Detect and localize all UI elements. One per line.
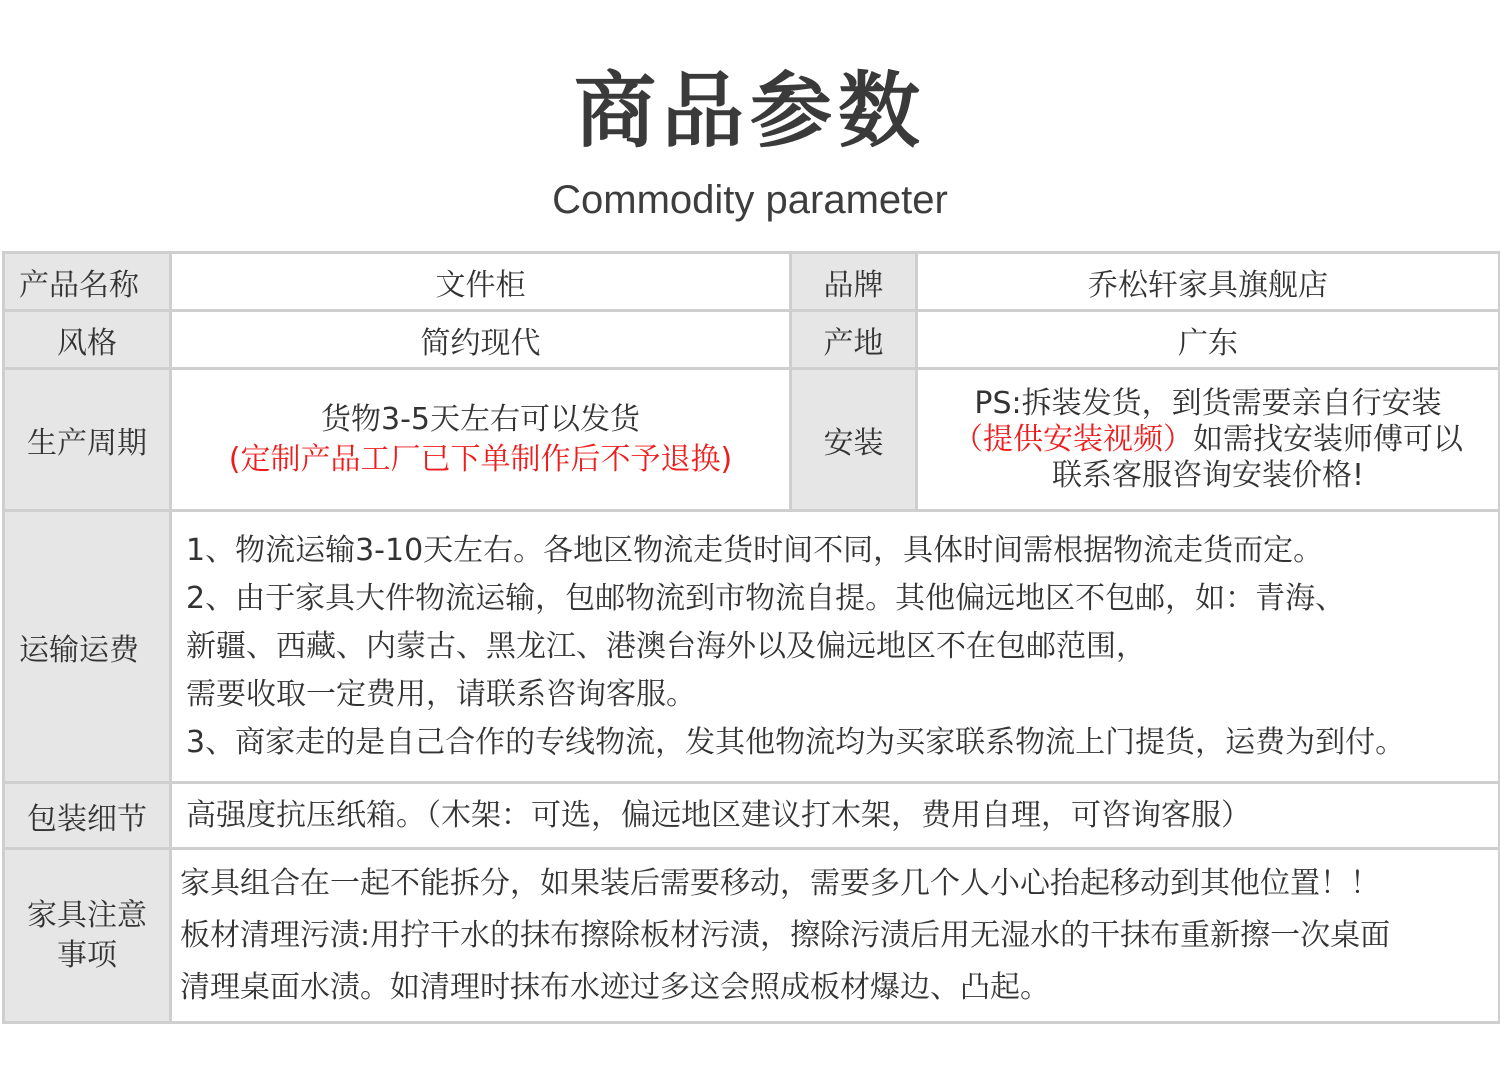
install-label: 安装 (791, 369, 917, 511)
parameter-table (2, 251, 1500, 1024)
page-subtitle: Commodity parameter (552, 178, 948, 222)
table-row (4, 311, 1500, 369)
brand-label: 品牌 (791, 253, 917, 311)
shipping-label: 运输运费 (4, 511, 171, 783)
install-video-note: （提供安装视频） (953, 421, 1193, 457)
notes-line-2: 板材清理污渍:用拧干水的抹布擦除板材污渍，擦除污渍后用无湿水的干抹布重新擦一次桌面 (180, 917, 1391, 953)
notes-label-line-2: 事项 (57, 937, 117, 973)
style-label: 风格 (4, 311, 171, 369)
table-row (4, 783, 1500, 849)
notes-value (171, 849, 1500, 1023)
install-line-2-rest: 如需找安装师傅可以 (1193, 421, 1463, 457)
notes-line-1: 家具组合在一起不能拆分，如果装后需要移动，需要多几个人小心抬起移动到其他位置！！ (180, 865, 1380, 901)
packaging-label: 包装细节 (4, 783, 171, 849)
shipping-line-1: 1、物流运输3-10天左右。各地区物流走货时间不同，具体时间需根据物流走货而定。 (186, 532, 1324, 568)
table-row (4, 511, 1500, 783)
shipping-line-3: 新疆、西藏、内蒙古、黑龙江、港澳台海外以及偏远地区不在包邮范围， (186, 628, 1146, 664)
notes-label (4, 849, 171, 1023)
origin-value: 广东 (917, 311, 1500, 369)
install-line-3: 联系客服咨询安装价格! (1051, 457, 1365, 493)
brand-value: 乔松轩家具旗舰店 (917, 253, 1500, 311)
install-value (917, 369, 1500, 511)
table-row (4, 253, 1500, 311)
packaging-value: 高强度抗压纸箱。（木架：可选，偏远地区建议打木架，费用自理，可咨询客服） (171, 783, 1500, 849)
cycle-label: 生产周期 (4, 369, 171, 511)
shipping-value (171, 511, 1500, 783)
notes-label-line-1: 家具注意 (27, 897, 147, 933)
cycle-line-1: 货物3-5天左右可以发货 (321, 401, 640, 437)
style-value: 简约现代 (171, 311, 791, 369)
product-name-label: 产品名称 (4, 253, 171, 311)
origin-label: 产地 (791, 311, 917, 369)
install-line-2 (918, 422, 1498, 458)
cycle-value (171, 369, 791, 511)
table-row (4, 369, 1500, 511)
install-line-1: PS:拆装发货，到货需要亲自行安装 (974, 385, 1442, 421)
notes-line-3: 清理桌面水渍。如清理时抹布水迹过多这会照成板材爆边、凸起。 (180, 969, 1050, 1005)
shipping-line-5: 3、商家走的是自己合作的专线物流，发其他物流均为买家联系物流上门提货，运费为到付。 (186, 724, 1406, 760)
shipping-line-4: 需要收取一定费用，请联系咨询客服。 (186, 676, 696, 712)
cycle-line-2: (定制产品工厂已下单制作后不予退换) (228, 441, 733, 477)
table-row (4, 849, 1500, 1023)
product-name-value: 文件柜 (171, 253, 791, 311)
page-title: 商品参数 (573, 64, 926, 159)
shipping-line-2: 2、由于家具大件物流运输，包邮物流到市物流自提。其他偏远地区不包邮，如：青海、 (186, 580, 1346, 616)
